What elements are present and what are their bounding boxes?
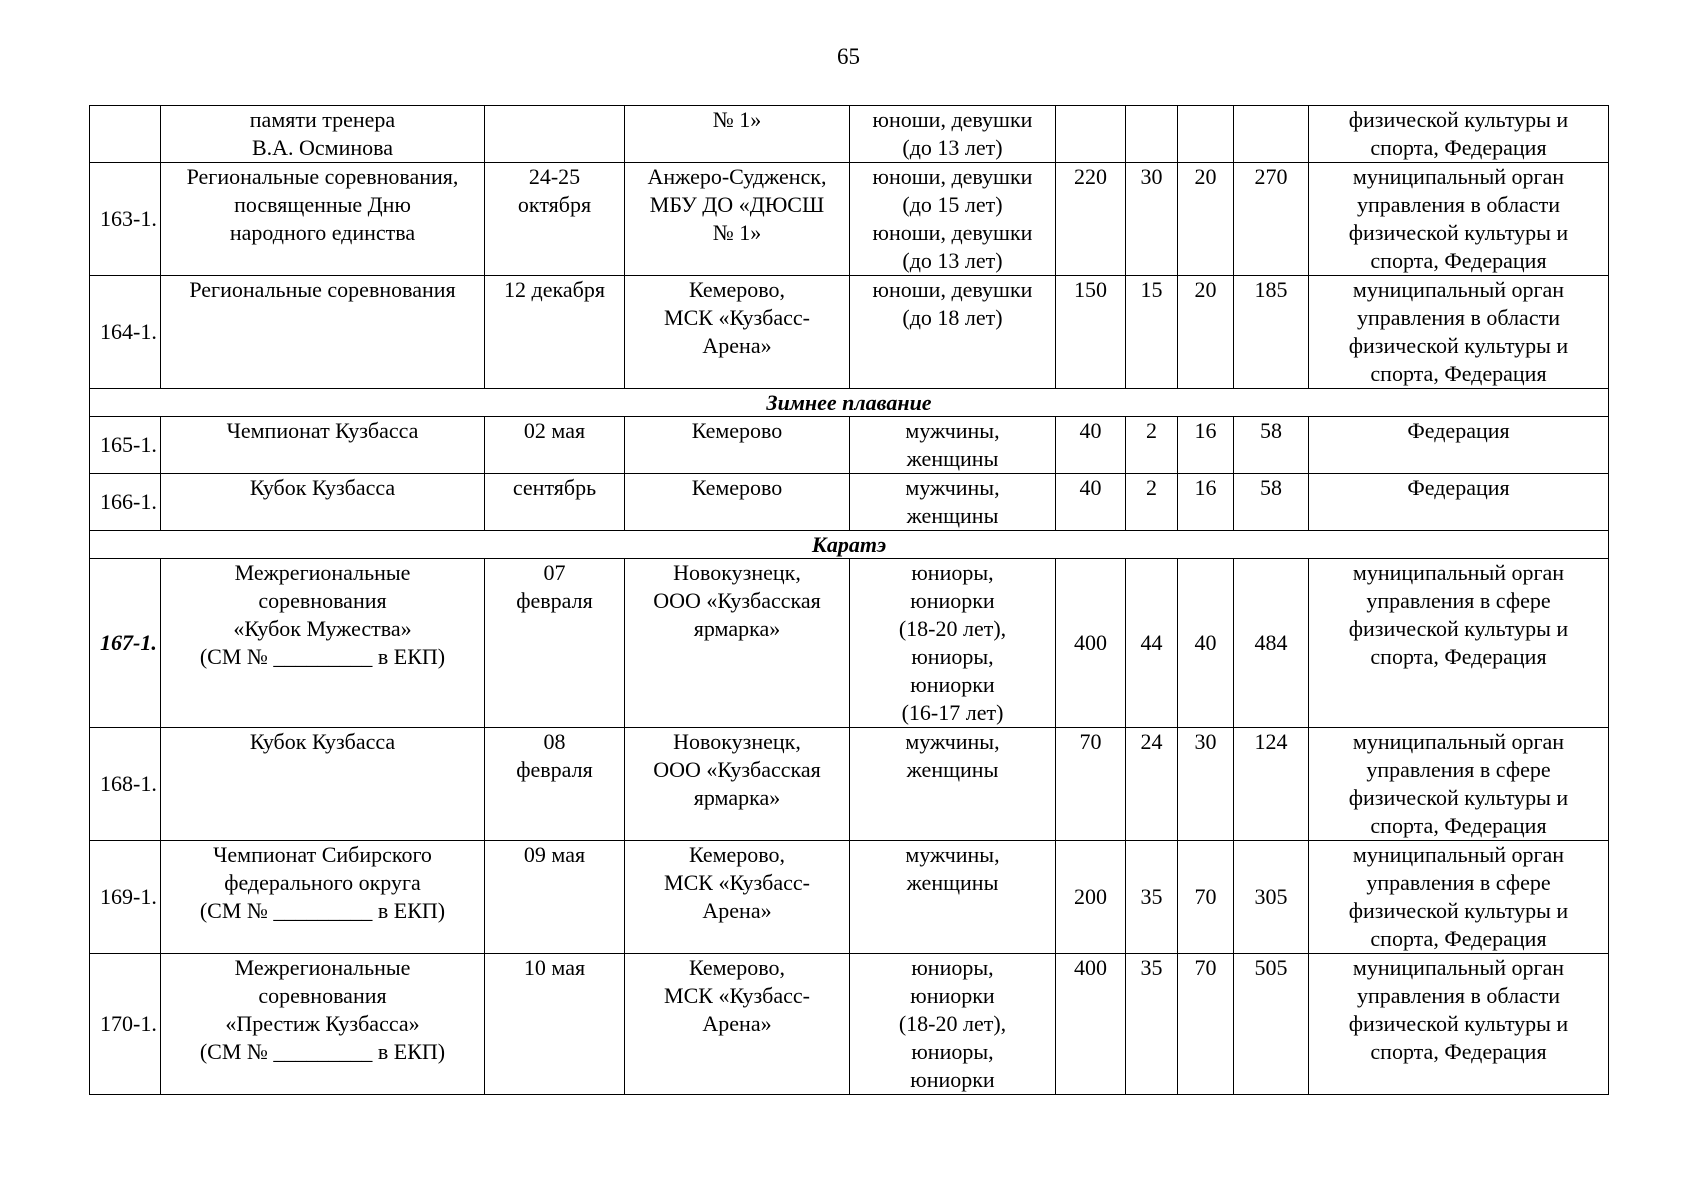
event-name: Кубок Кузбасса [161,474,485,531]
athletes-count: 400 [1056,954,1126,1095]
event-date: 02 мая [485,417,625,474]
row-number: 169-1. [90,841,161,954]
organizer: муниципальный орган управления в области физической культуры и спорта, Федерация [1309,163,1609,276]
event-name: Кубок Кузбасса [161,728,485,841]
organizer: Федерация [1309,474,1609,531]
athletes-count: 70 [1056,728,1126,841]
row-number: 163-1. [90,163,161,276]
athletes-count: 220 [1056,163,1126,276]
judges-count [1178,106,1234,163]
event-place: Кемерово, МСК «Кузбасс- Арена» [625,276,850,389]
coaches-count: 30 [1126,163,1178,276]
event-date: 24-25 октября [485,163,625,276]
judges-count: 20 [1178,163,1234,276]
table-row [90,417,1609,474]
table-row [90,106,1609,163]
event-date [485,106,625,163]
event-date: 09 мая [485,841,625,954]
event-place: Кемерово [625,417,850,474]
section-title: Каратэ [90,531,1609,559]
judges-count: 30 [1178,728,1234,841]
table-row [90,728,1609,841]
participants: мужчины, женщины [850,841,1056,954]
organizer: муниципальный орган управления в сфере физической культуры и спорта, Федерация [1309,559,1609,728]
organizer: Федерация [1309,417,1609,474]
athletes-count: 40 [1056,474,1126,531]
organizer: муниципальный орган управления в сфере физической культуры и спорта, Федерация [1309,841,1609,954]
row-number: 167-1. [90,559,161,728]
event-name: Чемпионат Сибирского федерального округа (СМ № _________ в ЕКП) [161,841,485,954]
section-row [90,389,1609,417]
organizer: муниципальный орган управления в области физической культуры и спорта, Федерация [1309,954,1609,1095]
row-number: 166-1. [90,474,161,531]
participants: юноши, девушки (до 15 лет) юноши, девушки (до 13 лет) [850,163,1056,276]
event-place: Кемерово, МСК «Кузбасс- Арена» [625,841,850,954]
event-name: Региональные соревнования, посвященные Дню народного единства [161,163,485,276]
judges-count: 16 [1178,417,1234,474]
judges-count: 70 [1178,954,1234,1095]
judges-count: 70 [1178,841,1234,954]
athletes-count: 400 [1056,559,1126,728]
section-title: Зимнее плавание [90,389,1609,417]
table-row [90,841,1609,954]
total-count: 185 [1234,276,1309,389]
athletes-count: 40 [1056,417,1126,474]
coaches-count: 35 [1126,954,1178,1095]
participants: юниоры, юниорки (18-20 лет), юниоры, юниорки [850,954,1056,1095]
organizer: муниципальный орган управления в сфере физической культуры и спорта, Федерация [1309,728,1609,841]
table-row [90,559,1609,728]
row-number [90,106,161,163]
event-place: № 1» [625,106,850,163]
total-count: 505 [1234,954,1309,1095]
table-row [90,163,1609,276]
coaches-count: 35 [1126,841,1178,954]
participants: юноши, девушки (до 13 лет) [850,106,1056,163]
section-row [90,531,1609,559]
event-name: Межрегиональные соревнования «Кубок Мужества» (СМ № _________ в ЕКП) [161,559,485,728]
event-name: Региональные соревнования [161,276,485,389]
total-count: 124 [1234,728,1309,841]
event-name: памяти тренера В.А. Осминова [161,106,485,163]
participants: юноши, девушки (до 18 лет) [850,276,1056,389]
total-count: 58 [1234,417,1309,474]
event-place: Кемерово, МСК «Кузбасс- Арена» [625,954,850,1095]
organizer: физической культуры и спорта, Федерация [1309,106,1609,163]
row-number: 165-1. [90,417,161,474]
total-count [1234,106,1309,163]
judges-count: 20 [1178,276,1234,389]
event-place: Новокузнецк, ООО «Кузбасская ярмарка» [625,559,850,728]
coaches-count: 15 [1126,276,1178,389]
row-number: 168-1. [90,728,161,841]
event-place: Новокузнецк, ООО «Кузбасская ярмарка» [625,728,850,841]
events-table [89,105,1609,1095]
participants: мужчины, женщины [850,417,1056,474]
coaches-count: 44 [1126,559,1178,728]
row-number: 170-1. [90,954,161,1095]
coaches-count: 2 [1126,417,1178,474]
table-row [90,474,1609,531]
event-date: сентябрь [485,474,625,531]
total-count: 305 [1234,841,1309,954]
athletes-count [1056,106,1126,163]
judges-count: 16 [1178,474,1234,531]
row-number: 164-1. [90,276,161,389]
coaches-count: 24 [1126,728,1178,841]
event-place: Кемерово [625,474,850,531]
judges-count: 40 [1178,559,1234,728]
event-date: 07 февраля [485,559,625,728]
table-row [90,954,1609,1095]
table-row [90,276,1609,389]
event-date: 08 февраля [485,728,625,841]
page-number: 65 [837,44,860,69]
participants: мужчины, женщины [850,728,1056,841]
athletes-count: 150 [1056,276,1126,389]
coaches-count: 2 [1126,474,1178,531]
event-date: 10 мая [485,954,625,1095]
athletes-count: 200 [1056,841,1126,954]
coaches-count [1126,106,1178,163]
participants: юниоры, юниорки (18-20 лет), юниоры, юниорки (16-17 лет) [850,559,1056,728]
event-date: 12 декабря [485,276,625,389]
total-count: 270 [1234,163,1309,276]
organizer: муниципальный орган управления в области физической культуры и спорта, Федерация [1309,276,1609,389]
event-name: Межрегиональные соревнования «Престиж Кузбасса» (СМ № _________ в ЕКП) [161,954,485,1095]
total-count: 484 [1234,559,1309,728]
total-count: 58 [1234,474,1309,531]
event-name: Чемпионат Кузбасса [161,417,485,474]
participants: мужчины, женщины [850,474,1056,531]
event-place: Анжеро-Судженск, МБУ ДО «ДЮСШ № 1» [625,163,850,276]
